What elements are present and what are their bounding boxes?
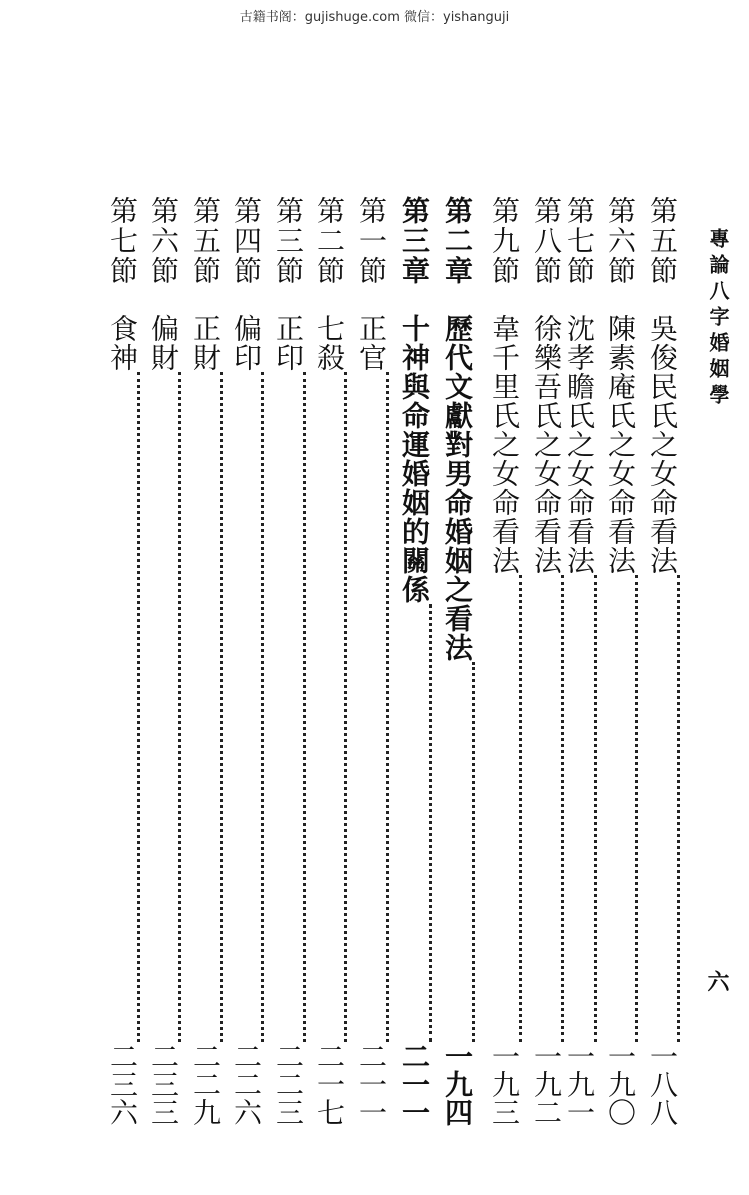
leader-dots: [311, 372, 347, 1042]
toc-title: 正財: [189, 314, 222, 372]
toc-page: 二一一: [355, 1042, 388, 1126]
leader-dots: [104, 372, 140, 1042]
toc-entry: [270, 196, 306, 1126]
toc-section: 第八節: [530, 196, 563, 286]
toc-section: 第六節: [147, 196, 180, 286]
leader-dots: [187, 372, 223, 1042]
leader-dots: [561, 575, 597, 1042]
leader-dots: [228, 372, 264, 1042]
toc-section: 第二章: [441, 196, 474, 286]
toc-page: 二一七: [313, 1042, 346, 1126]
toc-page: 二三三: [147, 1042, 180, 1126]
toc-page: 一九二: [530, 1042, 563, 1126]
leader-dots: [145, 372, 181, 1042]
toc-entry: [228, 196, 264, 1126]
toc-section: 第七節: [563, 196, 596, 286]
toc-page: 二二九: [189, 1042, 222, 1126]
toc-title: 食神: [106, 314, 139, 372]
toc-title: 偏印: [230, 314, 263, 372]
toc-entry: [187, 196, 223, 1126]
leader-dots: [439, 662, 475, 1042]
toc-page: 一九三: [488, 1042, 521, 1126]
toc-section: 第七節: [106, 196, 139, 286]
toc-section: 第九節: [488, 196, 521, 286]
toc-entry: [486, 196, 522, 1126]
toc-section: 第六節: [604, 196, 637, 286]
toc-entry: [528, 196, 564, 1126]
leader-dots: [602, 575, 638, 1042]
toc-entry: [104, 196, 140, 1126]
toc-title: 正印: [272, 314, 305, 372]
toc-section: 第二節: [313, 196, 346, 286]
toc-page: 二二三: [272, 1042, 305, 1126]
toc-title: 歷代文獻對男命婚姻之看法: [441, 314, 474, 662]
toc-section: 第四節: [230, 196, 263, 286]
leader-dots: [486, 575, 522, 1042]
toc-page: 二二六: [230, 1042, 263, 1126]
toc-page: 二一一: [398, 1042, 431, 1126]
watermark: 古籍书阁：gujishuge.com 微信：yishanguji: [239, 10, 510, 25]
leader-dots: [396, 604, 432, 1042]
leader-dots: [353, 372, 389, 1042]
page-number: 六: [704, 970, 730, 992]
toc-entry: [644, 196, 680, 1126]
toc-title: 陳素庵氏之女命看法: [604, 314, 637, 575]
toc-title: 七殺: [313, 314, 346, 372]
toc-page: 一九一: [563, 1042, 596, 1126]
toc-section: 第一節: [355, 196, 388, 286]
leader-dots: [528, 575, 564, 1042]
toc-section: 第三章: [398, 196, 431, 286]
toc-entry: [602, 196, 638, 1126]
toc-title: 正官: [355, 314, 388, 372]
toc-entry-chapter: [439, 196, 475, 1126]
toc-section: 第三節: [272, 196, 305, 286]
toc-title: 十神與命運婚姻的關係: [398, 314, 431, 604]
toc-entry: [311, 196, 347, 1126]
toc-title: 徐樂吾氏之女命看法: [530, 314, 563, 575]
toc-entry: [561, 196, 597, 1126]
toc-page: 一九〇: [604, 1042, 637, 1126]
toc-title: 韋千里氏之女命看法: [488, 314, 521, 575]
toc-title: 沈孝瞻氏之女命看法: [563, 314, 596, 575]
toc-title: 偏財: [147, 314, 180, 372]
toc-entry: [145, 196, 181, 1126]
leader-dots: [270, 372, 306, 1042]
toc-section: 第五節: [189, 196, 222, 286]
toc-entry-chapter: [396, 196, 432, 1126]
toc-section: 第五節: [646, 196, 679, 286]
toc-page: 二三六: [106, 1042, 139, 1126]
running-title: 專論八字婚姻學: [706, 228, 730, 410]
toc-page: 一九四: [441, 1042, 474, 1126]
toc-entry: [353, 196, 389, 1126]
toc-page: 一八八: [646, 1042, 679, 1126]
leader-dots: [644, 575, 680, 1042]
toc-title: 吳俊民氏之女命看法: [646, 314, 679, 575]
